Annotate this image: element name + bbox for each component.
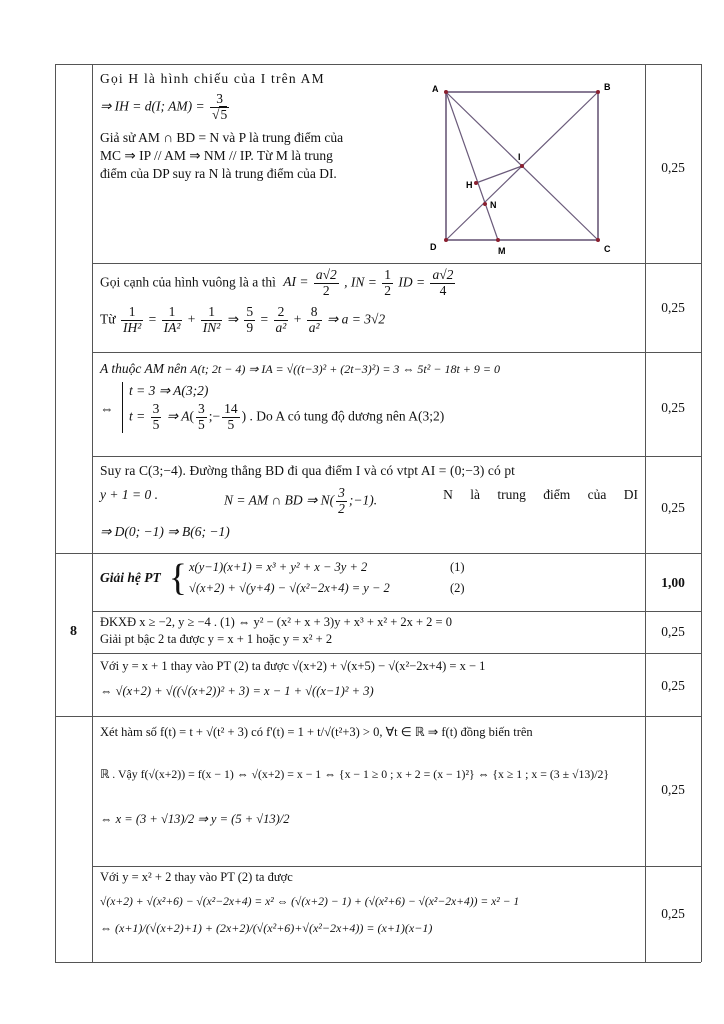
block7-line1: Xét hàm số f(t) = t + √(t² + 3) có f'(t) = 1 + t/√(t²+3) > 0, ∀t ∈ ℝ ⇒ f(t) đồng biến trên bbox=[100, 725, 533, 739]
score-block2: 0,25 bbox=[661, 300, 685, 315]
case-1: t = 3 ⇒ A(3;2) bbox=[129, 383, 209, 399]
block6-line1: Với y = x + 1 thay vào PT (2) ta được √(x+2) + √(x+5) − √(x²−2x+4) = x − 1 bbox=[100, 659, 486, 673]
block7-line3: ⇔ x = (3 + √13)/2 ⇒ y = (5 + √13)/2 bbox=[100, 811, 290, 826]
block4-line3: ⇒ D(0; −1) ⇒ B(6; −1) bbox=[100, 523, 230, 539]
row-divider bbox=[55, 553, 701, 554]
square-figure bbox=[428, 78, 636, 260]
point-c bbox=[596, 238, 600, 242]
q8-title: Giải hệ PT bbox=[100, 569, 161, 585]
block2-text bbox=[100, 268, 638, 335]
block1-line1: Gọi H là hình chiếu của I trên AM bbox=[100, 71, 325, 86]
row-divider bbox=[92, 263, 701, 264]
label-m: M bbox=[498, 246, 506, 256]
segment-ih bbox=[476, 166, 522, 183]
block1-text bbox=[100, 70, 418, 184]
block4-text bbox=[100, 462, 638, 541]
block4-line2: y + 1 = 0 . N = AM ∩ BD ⇒ N( $\frac{3}{2}$ ;−1). N là trung điểm của DI bbox=[100, 485, 638, 517]
block7-text bbox=[100, 724, 638, 828]
point-n bbox=[483, 202, 487, 206]
block1-line4: MC ⇒ IP // AM ⇒ NM // IP. Từ M là trung bbox=[100, 148, 333, 164]
block2-line1-text: Gọi cạnh của hình vuông là a thì bbox=[100, 274, 276, 290]
fraction: $\frac{3}{√5}$ bbox=[212, 91, 228, 123]
q8-eq2: √(x+2) + √(y+4) − √(x²−2x+4) = y − 2 bbox=[189, 581, 390, 595]
score-block5: 0,25 bbox=[661, 624, 685, 639]
score-block6: 0,25 bbox=[661, 678, 685, 693]
block3-line1: A thuộc AM nên A(t; 2t − 4) ⇒ IA = √((t−3)² + (2t−3)²) = 3 ⇔ 5t² − 18t + 9 = 0 bbox=[100, 361, 500, 376]
table-bottom-border bbox=[55, 962, 701, 963]
row-divider bbox=[92, 611, 701, 612]
score-block4: 0,25 bbox=[661, 500, 685, 515]
question-number: 8 bbox=[70, 624, 77, 639]
block5-line2: Giải pt bậc 2 ta được y = x + 1 hoặc y = x² + 2 bbox=[100, 631, 333, 646]
score-block8: 0,25 bbox=[661, 906, 685, 921]
q8-eq1-number: (1) bbox=[450, 560, 465, 575]
block1-line3: Giả sử AM ∩ BD = N và P là trung điểm của bbox=[100, 129, 344, 145]
label-a: A bbox=[432, 84, 439, 94]
score-block1: 0,25 bbox=[661, 160, 685, 175]
fraction: $\frac{1}{2}$ bbox=[384, 267, 391, 298]
label-d: D bbox=[430, 242, 437, 252]
label-i: I bbox=[518, 152, 521, 162]
row-divider bbox=[92, 866, 701, 867]
table-col-divider bbox=[92, 64, 93, 962]
table-left-border bbox=[55, 64, 56, 962]
segment-am bbox=[446, 92, 498, 240]
label-b: B bbox=[604, 82, 611, 92]
block8-text bbox=[100, 869, 638, 936]
score-q8: 1,00 bbox=[661, 575, 685, 590]
block3-text bbox=[100, 360, 638, 433]
block8-line3: ⇔ (x+1)/(√(x+2)+1) + (2x+2)/(√(x²+6)+√(x²−2x+4)) = (x+1)(x−1) bbox=[100, 920, 433, 935]
row-divider bbox=[92, 352, 701, 353]
fraction: $\frac{a√2}{2}$ bbox=[315, 267, 337, 298]
table-top-border bbox=[55, 64, 701, 65]
block7-line2: ℝ . Vậy f(√(x+2)) = f(x − 1) ⇔ √(x+2) = x − 1 ⇔ {x − 1 ≥ 0 ; x + 2 = (x − 1)²} ⇔ {x ≥ 1 ; x = (3 ± √13)/2} bbox=[100, 766, 610, 781]
score-block3: 0,25 bbox=[661, 400, 685, 415]
point-i bbox=[520, 164, 524, 168]
point-b bbox=[596, 90, 600, 94]
fraction: $\frac{a√2}{4}$ bbox=[432, 267, 454, 298]
point-a bbox=[444, 90, 448, 94]
q8-system: Giải hệ PT { x(y−1)(x+1) = x³ + y² + x − 3y + 2 (1) √(x+2) + √(y+4) − √(x²−2x+4) = y − 2 (2) bbox=[100, 557, 465, 599]
row-divider bbox=[92, 653, 701, 654]
block5-line1: ĐKXĐ x ≥ −2, y ≥ −4 . (1) ⇔ y² − (x² + x + 3)y + x³ + x² + 2x + 2 = 0 bbox=[100, 615, 452, 629]
label-h: H bbox=[466, 180, 473, 190]
table-right-border bbox=[701, 64, 702, 962]
point-m bbox=[496, 238, 500, 242]
label-c: C bbox=[604, 244, 611, 254]
row-divider bbox=[92, 456, 701, 457]
block2-line1: Gọi cạnh của hình vuông là a thì AI = $\frac{a√2}{2}$ , IN = $\frac{1}{2}$ ID = $\frac{a√2}{4}$ bbox=[100, 267, 454, 298]
case-2: t = $\frac{3}{5}$ ⇒ A( $\frac{3}{5}$ ;− $\frac{14}{5}$ ) . Do A có tung độ dương nên A(3;2) bbox=[129, 401, 445, 433]
block2-line2-text: Từ bbox=[100, 311, 116, 327]
row-divider bbox=[55, 716, 701, 717]
point-d bbox=[444, 238, 448, 242]
block8-line2: √(x+2) + √(x²+6) − √(x²−2x+4) = x² ⇔ (√(x+2) − 1) + (√(x²+6) − √(x²−2x+4)) = x² − 1 bbox=[100, 894, 520, 908]
q8-eq2-number: (2) bbox=[450, 581, 465, 595]
block6-text bbox=[100, 658, 638, 700]
block3-cases: ⇔ t = 3 ⇒ A(3;2) t = $\frac{3}{5}$ ⇒ A( $\frac{3}{5}$ ;− $\frac{14}{5}$ ) . Do A có tung độ dương nên A(3;2) bbox=[100, 382, 638, 433]
label-n: N bbox=[490, 200, 497, 210]
score-block7: 0,25 bbox=[661, 782, 685, 797]
block5-text bbox=[100, 614, 638, 648]
block1-line5: điểm của DP suy ra N là trung điểm của DI. bbox=[100, 166, 337, 182]
block2-line2: Từ $\frac{1}{\text{IH²}}$ = $\frac{1}{\text{IA²}}$ + $\frac{1}{\text{IN²}}$ ⇒ $\frac{5}{9}$ = $\frac{2}{\text{a²}}$ + $\frac{8}{\text{a²}}$ ⇒ a = 3√2 bbox=[100, 303, 386, 335]
block8-line1: Với y = x² + 2 thay vào PT (2) ta được bbox=[100, 870, 293, 884]
q8-eq1: x(y−1)(x+1) = x³ + y² + x − 3y + 2 bbox=[189, 560, 368, 575]
point-h bbox=[474, 181, 478, 185]
block4-line1: Suy ra C(3;−4). Đường thẳng BD đi qua điểm I và có vtpt AI = (0;−3) có pt bbox=[100, 463, 516, 478]
block6-line2: ⇔ √(x+2) + √((√(x+2))² + 3) = x − 1 + √((x−1)² + 3) bbox=[100, 683, 374, 698]
block1-line2: ⇒ IH = d(I; AM) = $\frac{3}{√5}$ bbox=[100, 91, 228, 123]
